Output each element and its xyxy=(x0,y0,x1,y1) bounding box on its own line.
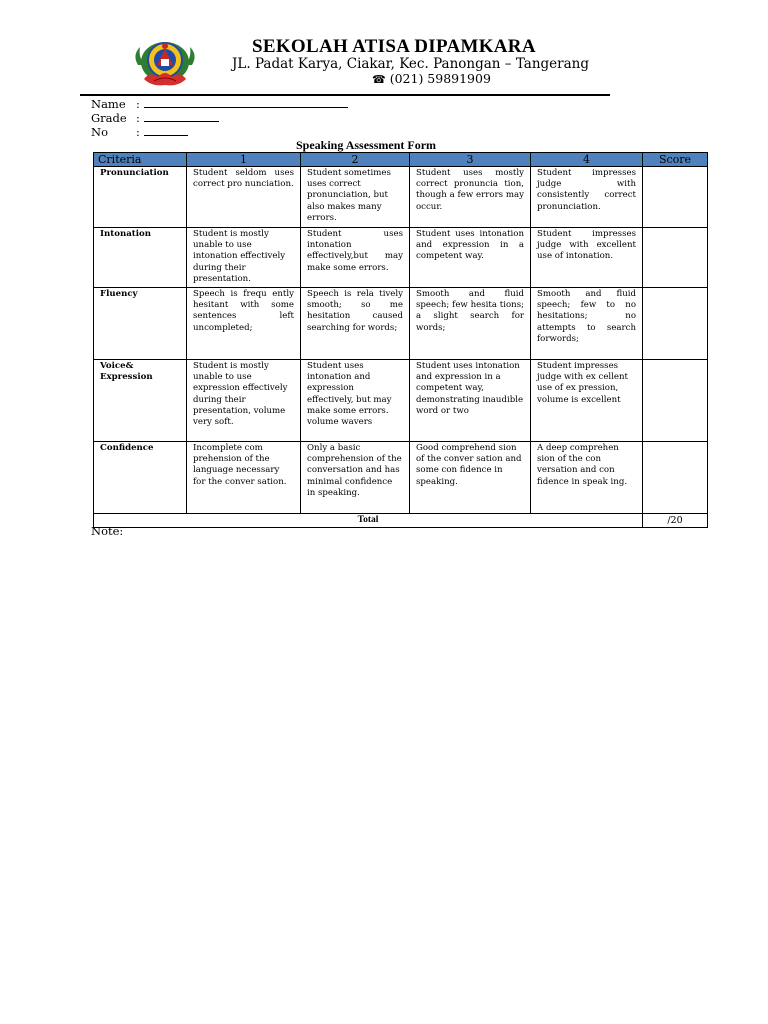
table-row xyxy=(94,360,708,442)
number-line[interactable] xyxy=(144,125,188,136)
header-criteria: Criteria xyxy=(94,153,187,167)
total-score[interactable]: /20 xyxy=(643,514,708,528)
criteria-cell: Pronunciation xyxy=(94,167,187,228)
score-cell[interactable] xyxy=(643,360,708,442)
grade-label: Grade xyxy=(91,111,127,125)
school-phone: (021) 59891909 xyxy=(389,71,491,86)
descriptor-cell: Student impresses judge with consistently correct pronunciation. xyxy=(531,167,643,228)
table-row xyxy=(94,228,708,288)
header-level-2: 2 xyxy=(301,153,410,167)
score-cell[interactable] xyxy=(643,442,708,514)
table-header-row xyxy=(94,153,708,167)
name-label: Name xyxy=(91,97,126,111)
school-phone-line xyxy=(372,71,491,86)
school-logo xyxy=(130,35,200,90)
descriptor-cell: Incomplete com prehension of the language necessary for the conver sation. xyxy=(187,442,301,514)
descriptor-cell: Student impresses judge with ex cellent use of ex pression, volume is excellent xyxy=(531,360,643,442)
descriptor-cell: Student uses intonation effectively,but may make some errors. xyxy=(301,228,410,288)
descriptor-cell: Student sometimes uses correct pronunciation, but also makes many errors. xyxy=(301,167,410,228)
phone-icon: ☎ xyxy=(372,73,386,86)
grade-line[interactable] xyxy=(144,111,219,122)
number-label: No xyxy=(91,125,108,139)
school-name: SEKOLAH ATISA DIPAMKARA xyxy=(252,36,536,57)
descriptor-cell: Student uses intonation and expression in a competent way, demonstrating inaudible word or two xyxy=(410,360,531,442)
rubric-table xyxy=(93,152,708,528)
descriptor-cell: Speech is rela tively smooth; so me hesitation caused searching for words; xyxy=(301,288,410,360)
table-row xyxy=(94,442,708,514)
score-cell[interactable] xyxy=(643,288,708,360)
score-cell[interactable] xyxy=(643,167,708,228)
descriptor-cell: Good comprehend sion of the conver sation and some con fidence in speaking. xyxy=(410,442,531,514)
descriptor-cell: Smooth and fluid speech; few to no hesitations; no attempts to search forwords; xyxy=(531,288,643,360)
name-field[interactable]: Name : xyxy=(91,97,348,111)
descriptor-cell: Student is mostly unable to use expression effectively during their presentation, volume very soft. xyxy=(187,360,301,442)
header-divider xyxy=(80,94,610,96)
header-score: Score xyxy=(643,153,708,167)
number-field[interactable]: No : xyxy=(91,125,188,139)
descriptor-cell: Student seldom uses correct pro nunciation. xyxy=(187,167,301,228)
criteria-cell: Confidence xyxy=(94,442,187,514)
descriptor-cell: A deep comprehen sion of the con versation and con fidence in speak ing. xyxy=(531,442,643,514)
descriptor-cell: Student uses intonation and expression in a competent way. xyxy=(410,228,531,288)
grade-field[interactable]: Grade : xyxy=(91,111,219,125)
name-line[interactable] xyxy=(144,97,348,108)
total-row xyxy=(94,514,708,528)
descriptor-cell: Student is mostly unable to use intonation effectively during their presentation. xyxy=(187,228,301,288)
descriptor-cell: Speech is frequ ently hesitant with some sentences left uncompleted; xyxy=(187,288,301,360)
header-level-1: 1 xyxy=(187,153,301,167)
criteria-cell: Voice& Expression xyxy=(94,360,187,442)
descriptor-cell: Smooth and fluid speech; few hesita tions; a slight search for words; xyxy=(410,288,531,360)
descriptor-cell: Only a basic comprehension of the conversation and has minimal confidence in speaking. xyxy=(301,442,410,514)
descriptor-cell: Student uses mostly correct pronuncia tion, though a few errors may occur. xyxy=(410,167,531,228)
total-label: Total xyxy=(94,514,643,528)
form-title: Speaking Assessment Form xyxy=(296,138,437,152)
descriptor-cell: Student uses intonation and expression effectively, but may make some errors. volume wavers xyxy=(301,360,410,442)
descriptor-cell: Student impresses judge with excellent use of intonation. xyxy=(531,228,643,288)
note-label: Note: xyxy=(91,524,124,538)
score-cell[interactable] xyxy=(643,228,708,288)
school-address: JL. Padat Karya, Ciakar, Kec. Panongan – Tangerang xyxy=(232,56,589,72)
header-level-3: 3 xyxy=(410,153,531,167)
table-row xyxy=(94,167,708,228)
header-level-4: 4 xyxy=(531,153,643,167)
criteria-cell: Intonation xyxy=(94,228,187,288)
criteria-cell: Fluency xyxy=(94,288,187,360)
table-row xyxy=(94,288,708,360)
